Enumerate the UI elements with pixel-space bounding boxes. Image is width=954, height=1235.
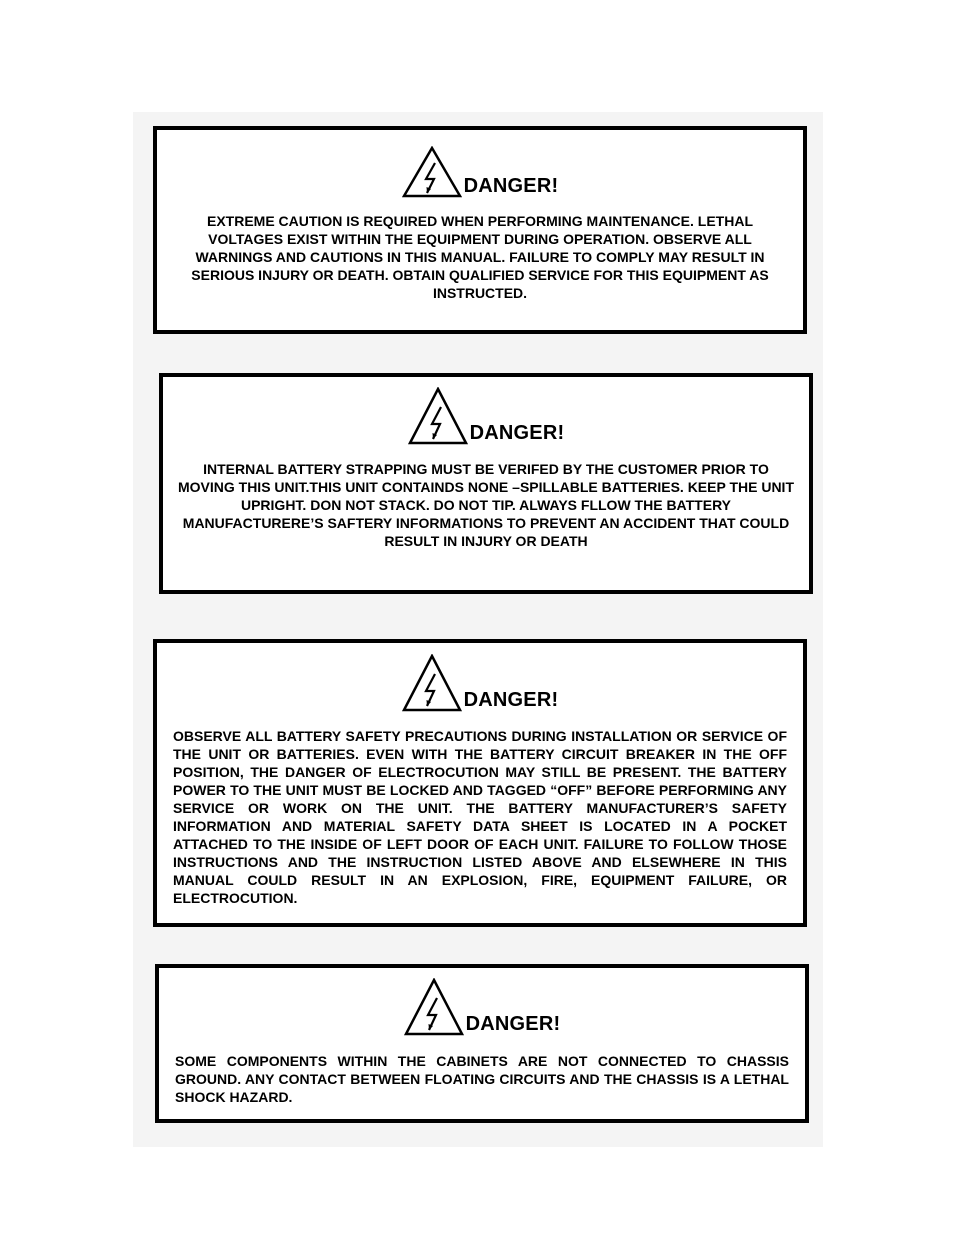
warning-text: SOME COMPONENTS WITHIN THE CABINETS ARE NOT CONNECTED TO CHASSIS GROUND. ANY CONTACT BETWEEN FLOATING CIRCUITS AND THE CHASSIS IS A LETHAL SHOCK HAZARD.: [175, 1053, 789, 1105]
warning-heading: [163, 387, 809, 445]
danger-label: DANGER!: [469, 422, 565, 444]
danger-label: DANGER!: [463, 175, 559, 197]
warning-text: EXTREME CAUTION IS REQUIRED WHEN PERFORMING MAINTENANCE. LETHAL VOLTAGES EXIST WITHIN THE EQUIPMENT DURING OPERATION. OBSERVE ALL WARNINGS AND CAUTIONS IN THIS MANUAL. FAILURE TO COMPLY MAY RESULT IN SERIOUS INJURY OR DEATH. OBTAIN QUALIFIED SERVICE FOR THIS EQUIPMENT AS INSTRUCTED.: [191, 213, 769, 301]
warning-text: INTERNAL BATTERY STRAPPING MUST BE VERIFED BY THE CUSTOMER PRIOR TO MOVING THIS UNIT.THIS UNIT CONTAINDS NONE –SPILLABLE BATTERIES. KEEP THE UNIT UPRIGHT. DON NOT STACK. DO NOT TIP. ALWAYS FLLOW THE BATTERY MANUFACTURERE’S SAFTERY INFORMATIONS TO PREVENT AN ACCIDENT THAT COULD RESULT IN INJURY OR DEATH: [177, 461, 795, 549]
electrical-hazard-icon: [402, 654, 462, 712]
danger-warning-box: [159, 373, 813, 594]
danger-warning-box: [153, 639, 807, 927]
danger-label: DANGER!: [465, 1013, 561, 1035]
warning-heading: [157, 146, 803, 198]
electrical-hazard-icon: [408, 387, 468, 445]
warning-text: OBSERVE ALL BATTERY SAFETY PRECAUTIONS DURING INSTALLATION OR SERVICE OF THE UNIT OR BATTERIES. EVEN WITH THE BATTERY CIRCUIT BREAKER IN THE OFF POSITION, THE DANGER OF ELECTROCUTION MAY STILL BE PRESENT. THE BATTERY POWER TO THE UNIT MUST BE LOCKED AND TAGGED “OFF” BEFORE PERFORMING ANY SERVICE OR WORK ON THE UNIT. THE BATTERY MANUFACTURER’S SAFETY INFORMATION AND MATERIAL SAFETY DATA SHEET IS LOCATED IN A POCKET ATTACHED TO THE INSIDE OF LEFT DOOR OF EACH UNIT. FAILURE TO FOLLOW THOSE INSTRUCTIONS AND THE INSTRUCTION LISTED ABOVE AND ELSEWHERE IN THIS MANUAL COULD RESULT IN AN EXPLOSION, FIRE, EQUIPMENT FAILURE, OR ELECTROCUTION.: [173, 728, 787, 906]
danger-label: DANGER!: [463, 689, 559, 711]
danger-warning-box: [155, 964, 809, 1123]
electrical-hazard-icon: [404, 978, 464, 1036]
danger-warning-box: [153, 126, 807, 334]
warning-heading: [157, 654, 803, 712]
warning-heading: [159, 978, 805, 1036]
electrical-hazard-icon: [402, 146, 462, 198]
